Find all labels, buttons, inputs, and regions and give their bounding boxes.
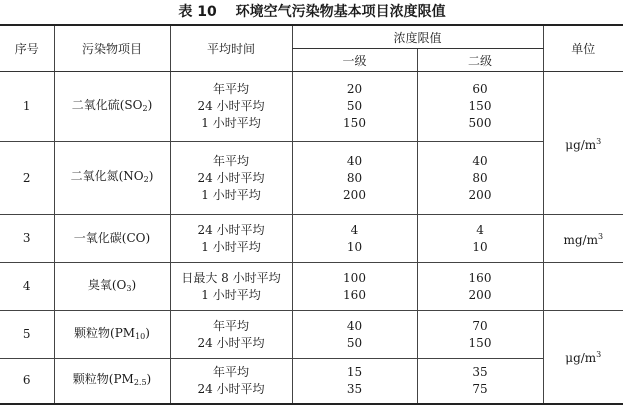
pollutant-limits-table [0,24,623,405]
row-grade2: 60 150 500 [417,72,543,142]
table-row [0,215,623,263]
header-pollutant: 污染物项目 [54,25,170,72]
row-grade2: 70 150 [417,311,543,359]
table-number: 表 10 [178,4,217,20]
unit-cell: $\mu g/m^3$ [543,72,623,215]
header-seq: 序号 [0,25,54,72]
header-grade2: 二级 [417,49,543,72]
row-grade1: 100 160 [292,263,417,311]
header-period: 平均时间 [170,25,292,72]
row-grade2: 160 200 [417,263,543,311]
row-periods: 年平均 24 小时平均 [170,359,292,404]
row-pollutant: 一氧化碳(CO) [54,215,170,263]
table-row [0,263,623,311]
row-periods: 年平均 24 小时平均 [170,311,292,359]
table-row [0,142,623,215]
row-seq: 3 [0,215,54,263]
row-periods: 年平均 24 小时平均 1 小时平均 [170,72,292,142]
row-periods: 24 小时平均 1 小时平均 [170,215,292,263]
unit-cell: $\mu g/m^3$ [543,311,623,404]
row-pollutant: 颗粒物$(PM_{10})$ [54,311,170,359]
header-unit: 单位 [543,25,623,72]
row-grade1: 4 10 [292,215,417,263]
row-grade1: 40 80 200 [292,142,417,215]
row-grade1: 20 50 150 [292,72,417,142]
unit-cell-empty [543,263,623,311]
table-row [0,359,623,404]
row-grade2: 4 10 [417,215,543,263]
row-seq: 1 [0,72,54,142]
row-grade1: 40 50 [292,311,417,359]
header-grade1: 一级 [292,49,417,72]
row-pollutant: 颗粒物$(PM_{2.5})$ [54,359,170,404]
table-caption [0,0,624,24]
row-periods: 日最大 8 小时平均 1 小时平均 [170,263,292,311]
row-grade1: 15 35 [292,359,417,404]
table-title: 环境空气污染物基本项目浓度限值 [235,4,446,20]
header-limit: 浓度限值 [292,25,543,49]
row-grade2: 35 75 [417,359,543,404]
row-grade2: 40 80 200 [417,142,543,215]
table-row [0,72,623,142]
row-pollutant: 臭氧$(O_3)$ [54,263,170,311]
row-seq: 6 [0,359,54,404]
row-pollutant: 二氧化氮$(NO_2)$ [54,142,170,215]
table-row [0,311,623,359]
row-seq: 5 [0,311,54,359]
row-seq: 4 [0,263,54,311]
row-pollutant: 二氧化硫$(SO_2)$ [54,72,170,142]
row-periods: 年平均 24 小时平均 1 小时平均 [170,142,292,215]
unit-cell: $mg/m^3$ [543,215,623,263]
row-seq: 2 [0,142,54,215]
